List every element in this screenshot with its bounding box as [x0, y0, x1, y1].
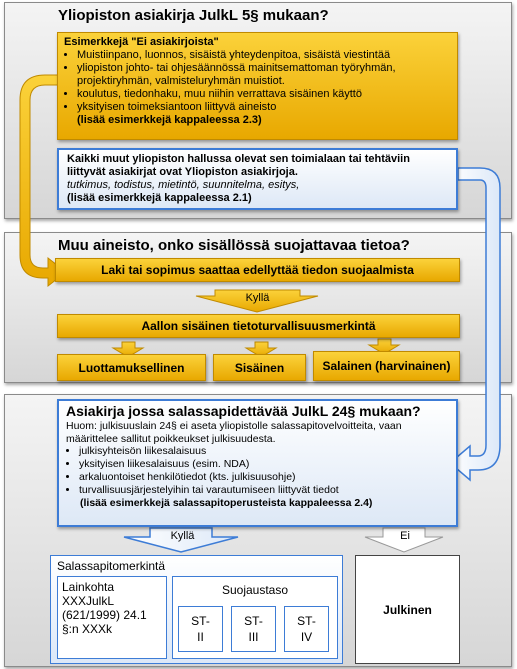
list-item: • julkisyhteisön liikesalaisuus: [79, 445, 449, 458]
documents-more: (lisää esimerkkejä kappaleessa 2.1): [67, 192, 252, 204]
level-confidential: Luottamuksellinen: [57, 354, 206, 381]
section2-title: Muu aineisto, onko sisällössä suojattavaa tietoa?: [58, 237, 410, 254]
section3-title: Asiakirja jossa salassapidettävää JulkL 24§ mukaan?: [66, 403, 421, 419]
level-st-iii: [231, 606, 276, 652]
list-item: • arkaluontoiset henkilötiedot (kts. julkisuusohje): [79, 471, 449, 484]
non-documents-list: [64, 49, 451, 114]
list-item: • yliopiston johto- tai ohjesäännössä mainitsemattoman työryhmän, projektiryhmän, valmisteluryhmän muistiot.: [77, 62, 451, 88]
no-label: Ei: [400, 530, 410, 542]
level-st-iii-label: ST-III: [244, 614, 263, 644]
law-reference-box: [57, 576, 167, 659]
level-internal: Sisäinen: [213, 354, 306, 381]
law-reference: Lainkohta XXXJulkL (621/1999) 24.1 §:n XXXk: [62, 580, 147, 636]
list-item: • koulutus, tiedonhaku, muu niihin verrattava sisäinen käyttö: [77, 88, 451, 101]
secrecy-grounds-list: [66, 445, 449, 497]
section3-more: (lisää esimerkkejä salassapitoperusteista kappaleessa 2.4): [80, 497, 373, 509]
level-st-iv-label: ST-IV: [297, 614, 316, 644]
level-st-ii-label: ST-II: [191, 614, 210, 644]
section1-title: Yliopiston asiakirja JulkL 5§ mukaan?: [58, 7, 329, 24]
protection-level-title: Suojaustaso: [221, 583, 289, 597]
confidential-document-box: [57, 399, 458, 527]
public-label: Julkinen: [383, 602, 432, 617]
marking-box: Aallon sisäinen tietoturvallisuusmerkintä: [57, 314, 460, 338]
documents-examples: tutkimus, todistus, mietintö, suunnitelma, esitys,: [67, 179, 300, 191]
level-st-ii: [178, 606, 223, 652]
non-documents-box: [57, 32, 458, 140]
secrecy-marking-title: Salassapitomerkintä: [57, 559, 166, 573]
documents-text: Kaikki muut yliopiston hallussa olevat sen toimialaan tai tehtäviin liittyvät asiakirjat ovat Yliopiston asiakirjoja.: [67, 153, 410, 178]
section3-note: Huom: julkisuuslain 24§ ei aseta yliopistolle salassapitovelvoitteita, vaan määrittelee sallitut poikkeukset julkisuudesta.: [66, 420, 402, 445]
yes-label-section3: Kyllä: [170, 530, 195, 542]
list-item: • yksityisen toimeksiantoon liittyvä aineisto: [77, 101, 451, 114]
protection-level-box: [172, 576, 338, 659]
list-item: • turvallisuusjärjestelyihin tai varautumiseen liittyvät tiedot: [79, 484, 449, 497]
yes-label-section2: Kyllä: [245, 292, 270, 304]
law-box: Laki tai sopimus saattaa edellyttää tiedon suojaalmista: [55, 258, 460, 282]
list-item: • yksityisen liikesalaisuus (esim. NDA): [79, 458, 449, 471]
documents-box: [57, 148, 458, 210]
level-st-iv: [284, 606, 329, 652]
non-documents-heading: Esimerkkejä "Ei asiakirjoista": [64, 36, 219, 48]
level-secret: Salainen (harvinainen): [313, 351, 460, 381]
non-documents-more: (lisää esimerkkejä kappaleessa 2.3): [77, 114, 262, 126]
list-item: • Muistiinpano, luonnos, sisäistä yhteydenpitoa, sisäistä viestintää: [77, 49, 451, 62]
secrecy-marking-box: [50, 555, 343, 664]
public-box: [355, 555, 460, 664]
